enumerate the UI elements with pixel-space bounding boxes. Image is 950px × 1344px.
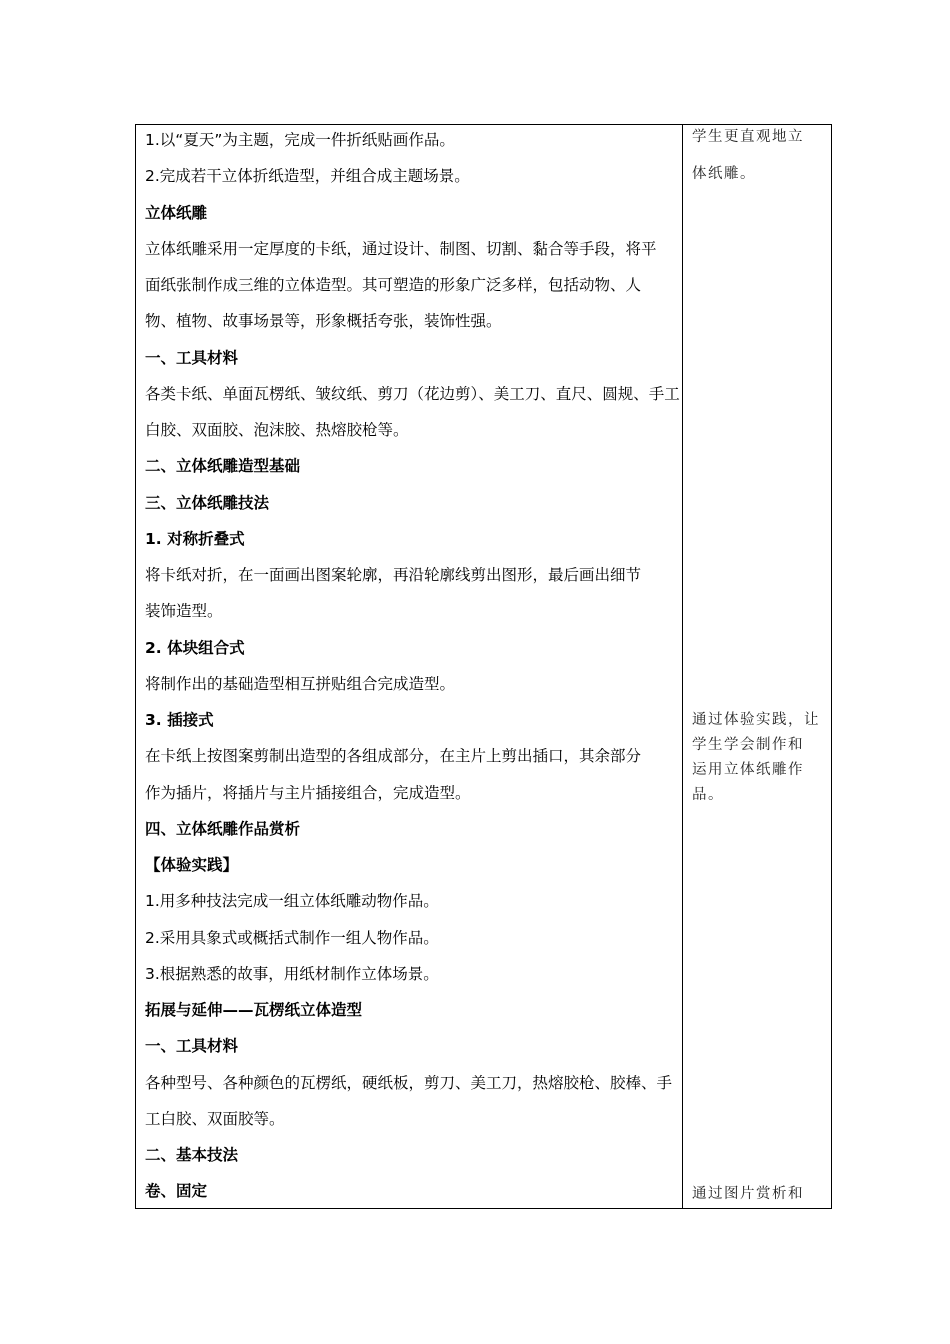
side-note-line: 学生更直观地立 <box>692 129 804 145</box>
section-heading: 3. 插接式 <box>145 711 214 729</box>
side-note-line: 通过图片赏析和 <box>692 1186 804 1202</box>
side-note <box>692 708 826 808</box>
body-text-line: 物、植物、故事场景等，形象概括夸张，装饰性强。 <box>145 312 502 331</box>
section-heading: 拓展与延伸——瓦楞纸立体造型 <box>145 1001 363 1019</box>
body-text-line: 将卡纸对折，在一面画出图案轮廓，再沿轮廓线剪出图形，最后画出细节 <box>145 566 642 584</box>
body-text-line: 将制作出的基础造型相互拼贴组合完成造型。 <box>145 674 456 693</box>
section-heading: 三、立体纸雕技法 <box>145 493 270 512</box>
section-heading: 一、工具材料 <box>145 1037 239 1056</box>
lesson-table <box>135 124 832 1209</box>
section-heading: 2. 体块组合式 <box>145 638 245 657</box>
body-text-line: 工白胶、双面胶等。 <box>145 1109 285 1128</box>
side-note-line: 运用立体纸雕作 <box>692 762 804 778</box>
section-heading: 1. 对称折叠式 <box>145 529 245 548</box>
section-heading: 立体纸雕 <box>145 203 208 222</box>
section-heading: 二、基本技法 <box>145 1146 239 1164</box>
side-note-line: 通过体验实践，让 <box>692 712 820 728</box>
body-text-line: 3.根据熟悉的故事，用纸材制作立体场景。 <box>145 964 439 983</box>
section-heading: 【体验实践】 <box>145 856 239 874</box>
section-heading: 卷、固定 <box>145 1182 208 1201</box>
body-text-line: 面纸张制作成三维的立体造型。其可塑造的形象广泛多样，包括动物、人 <box>145 276 642 294</box>
side-note-line: 体纸雕。 <box>692 166 756 182</box>
side-note-line: 品。 <box>692 787 724 803</box>
body-text-line: 白胶、双面胶、泡沫胶、热熔胶枪等。 <box>145 421 409 439</box>
body-text-line: 作为插片，将插片与主片插接组合，完成造型。 <box>145 783 471 802</box>
body-text-line: 2.完成若干立体折纸造型，并组合成主题场景。 <box>145 167 470 186</box>
side-note <box>692 1182 826 1207</box>
body-text-line: 2.采用具象式或概括式制作一组人物作品。 <box>145 928 439 947</box>
body-text-line: 各种型号、各种颜色的瓦楞纸，硬纸板，剪刀、美工刀，热熔胶枪、胶棒、手 <box>145 1073 673 1092</box>
body-text-line: 装饰造型。 <box>145 602 223 621</box>
side-note <box>692 125 826 187</box>
side-note-line: 学生学会制作和 <box>692 737 804 753</box>
body-text-line: 立体纸雕采用一定厚度的卡纸，通过设计、制图、切割、黏合等手段，将平 <box>145 239 657 258</box>
body-text-line: 1.以“夏天”为主题，完成一件折纸贴画作品。 <box>145 131 455 149</box>
section-heading: 一、工具材料 <box>145 348 239 367</box>
body-text-line: 各类卡纸、单面瓦楞纸、皱纹纸、剪刀（花边剪）、美工刀、直尺、圆规、手工 <box>145 384 680 403</box>
section-heading: 二、立体纸雕造型基础 <box>145 457 301 476</box>
body-text-line: 1.用多种技法完成一组立体纸雕动物作品。 <box>145 892 439 911</box>
section-heading: 四、立体纸雕作品赏析 <box>145 819 301 838</box>
body-text-line: 在卡纸上按图案剪制出造型的各组成部分，在主片上剪出插口，其余部分 <box>145 747 642 766</box>
